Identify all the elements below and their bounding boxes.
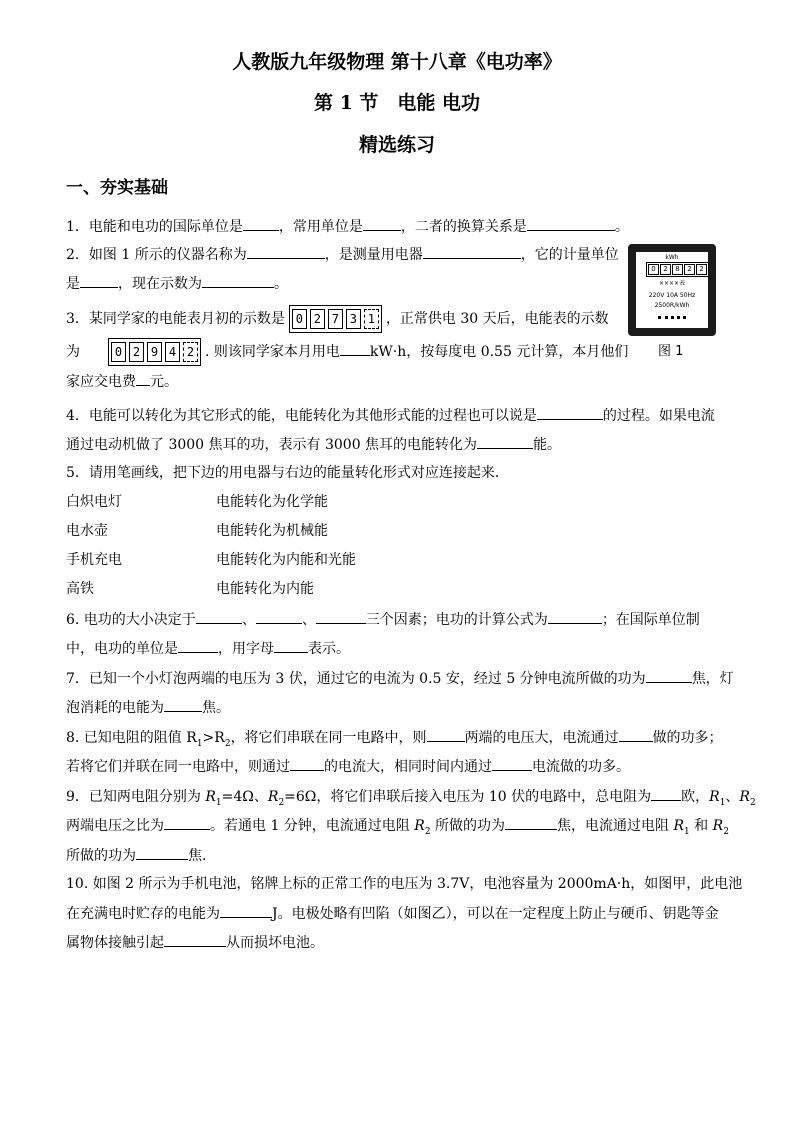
meter-unit: kWh	[665, 254, 679, 261]
section-heading: 一、夯实基础	[66, 178, 168, 198]
answer-blank[interactable]	[243, 216, 279, 231]
answer-blank[interactable]	[247, 244, 325, 259]
appliance-item: 高铁	[66, 581, 94, 597]
figure-1-label: 图 1	[658, 344, 684, 359]
question-9-cont: 两端电压之比为 。若通电 1 分钟，电流通过电阻 $R_2$ 所做的功为 焦，电流通过电阻 $R_1$ 和 $R_2$	[66, 815, 729, 842]
question-2-cont: 是 ，现在示数为 。	[66, 273, 288, 294]
answer-blank[interactable]	[537, 405, 603, 420]
question-6-cont: 中，电功的单位是 ，用字母 表示。	[66, 638, 350, 659]
question-5: 5．请用笔画线，把下边的用电器与右边的能量转化形式对应连接起来．	[66, 465, 509, 481]
answer-blank[interactable]	[164, 697, 202, 712]
electricity-meter-figure	[628, 244, 716, 336]
answer-blank[interactable]	[290, 756, 324, 771]
question-7: 7．已知一个小灯泡两端的电压为 3 伏，通过它的电流为 0.5 安，经过 5 分钟电流所做的功为 焦，灯	[66, 668, 734, 689]
answer-blank[interactable]	[256, 609, 302, 624]
answer-blank[interactable]	[505, 815, 557, 830]
section-subtitle: 第 1 节 电能 电功	[313, 92, 481, 114]
answer-blank[interactable]	[427, 727, 465, 742]
answer-blank[interactable]	[619, 727, 653, 742]
meter-spec: 220V 10A 50Hz	[648, 292, 696, 299]
question-10-cont: 在充满电时贮存的电能为 J。电极处略有凹陷（如图乙），可以在一定程度上防止与硬币、钥匙等金	[66, 903, 719, 924]
answer-blank[interactable]	[363, 216, 401, 231]
question-2: 2．如图 1 所示的仪器名称为 ，是测量用电器 ，它的计量单位	[66, 244, 619, 265]
meter-dots	[658, 316, 686, 322]
answer-blank[interactable]	[646, 668, 692, 683]
question-3: 3．某同学家的电能表月初的示数是 0 2 7 3 1 ，正常供电 30 天后，电能表的示数	[66, 305, 609, 333]
answer-blank[interactable]	[477, 434, 533, 449]
answer-blank[interactable]	[527, 216, 615, 231]
meter-digits: 0 2 8 2 2	[646, 262, 709, 277]
answer-blank[interactable]	[196, 609, 242, 624]
question-9: 9．已知两电阻分别为 $R_1=4\Omega$、$R_2=6\Omega$，将它们串联后接入电压为 10 伏的电路中，总电阻为 欧，$R_1$、$R_2$	[66, 786, 756, 813]
question-3-cont2: 家应交电费 元。	[66, 371, 178, 392]
question-8: 8. 已知电阻的阻值 $R_1>R_2$，将它们串联在同一电路中，则 两端的电压大，电流通过 做的功多；	[66, 727, 723, 754]
answer-blank[interactable]	[202, 273, 274, 288]
meter-reading-start: 0 2 7 3 1	[289, 305, 382, 333]
appliance-item: 电水壶	[66, 523, 108, 539]
meter-marks: ××××表	[658, 280, 686, 287]
answer-blank[interactable]	[220, 903, 272, 918]
question-8-cont: 若将它们并联在同一电路中，则通过 的电流大，相同时间内通过 电流做的功多。	[66, 756, 630, 777]
energy-form-item: 电能转化为内能	[216, 581, 314, 597]
exercise-subtitle: 精选练习	[358, 134, 435, 156]
answer-blank[interactable]	[340, 341, 370, 356]
answer-blank[interactable]	[80, 273, 118, 288]
question-10: 10. 如图 2 所示为手机电池，铭牌上标的正常工作的电压为 3.7V，电池容量为 2000mA·h，如图甲，此电池	[66, 876, 743, 892]
page-title: 人教版九年级物理 第十八章《电功率》	[232, 51, 562, 73]
question-1: 1．电能和电功的国际单位是 ，常用单位是 ，二者的换算关系是 。	[66, 216, 629, 237]
energy-form-item: 电能转化为化学能	[216, 494, 328, 510]
appliance-item: 手机充电	[66, 552, 122, 568]
energy-form-item: 电能转化为机械能	[216, 523, 328, 539]
answer-blank[interactable]	[492, 756, 532, 771]
question-9-cont2: 所做的功为 焦．	[66, 845, 216, 866]
question-4: 4．电能可以转化为其它形式的能，电能转化为其他形式能的过程也可以说是 的过程。如果电流	[66, 405, 715, 426]
answer-blank[interactable]	[178, 638, 218, 653]
question-10-cont2: 属物体接触引起 从而损坏电池。	[66, 932, 324, 953]
answer-blank[interactable]	[651, 786, 681, 801]
answer-blank[interactable]	[274, 638, 308, 653]
question-7-cont: 泡消耗的电能为 焦。	[66, 697, 230, 718]
appliance-item: 白炽电灯	[66, 494, 122, 510]
answer-blank[interactable]	[136, 371, 150, 386]
question-6: 6. 电功的大小决定于 、 、 三个因素；电功的计算公式为 ；在国际单位制	[66, 609, 700, 630]
meter-reading-end: 0 2 9 4 2	[108, 338, 201, 366]
answer-blank[interactable]	[164, 932, 226, 947]
answer-blank[interactable]	[423, 244, 521, 259]
energy-form-item: 电能转化为内能和光能	[216, 552, 356, 568]
answer-blank[interactable]	[548, 609, 602, 624]
question-4-cont: 通过电动机做了 3000 焦耳的功，表示有 3000 焦耳的电能转化为 能。	[66, 434, 561, 455]
answer-blank[interactable]	[164, 815, 210, 830]
meter-rate: 2500R/kWh	[654, 302, 690, 309]
question-3-cont: 为 0 2 9 4 2 . 则该同学家本月用电 kW·h，按每度电 0.55 元计算，本月他们	[66, 338, 628, 366]
answer-blank[interactable]	[136, 845, 188, 860]
answer-blank[interactable]	[316, 609, 366, 624]
